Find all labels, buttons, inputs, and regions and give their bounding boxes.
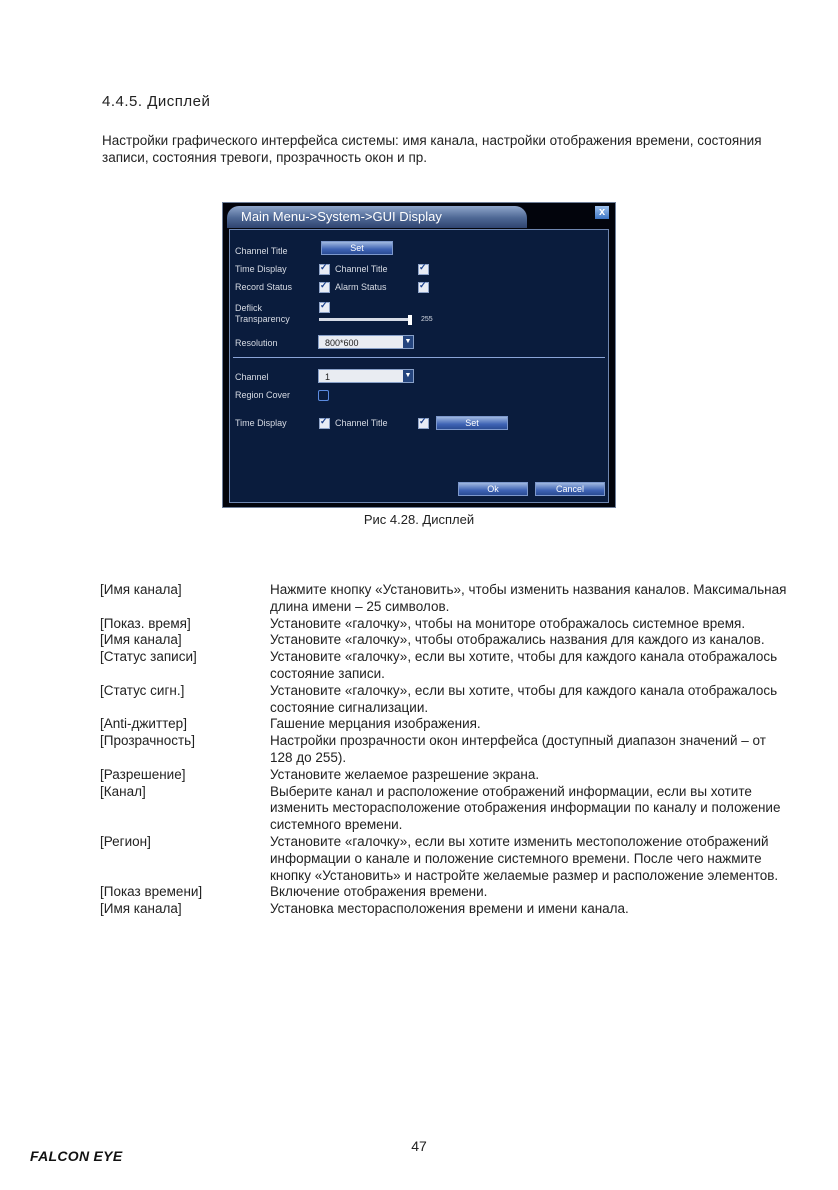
definition-term: [Имя канала] [100,582,182,597]
channel-select[interactable] [318,369,414,383]
channel-title-check-label: Channel Title [335,264,388,274]
record-status-label: Record Status [235,282,293,292]
definition-row [100,834,790,884]
transparency-slider-handle[interactable] [408,315,412,325]
definition-desc: Настройки прозрачности окон интерфейса (доступный диапазон значений – от 128 до 255). [270,733,766,765]
time-display-2-checkbox[interactable] [319,418,330,429]
resolution-value: 800*600 [325,338,359,348]
resolution-label: Resolution [235,338,278,348]
region-cover-label: Region Cover [235,390,291,400]
definition-term: [Имя канала] [100,901,182,917]
definition-desc: Установите «галочку», чтобы отображались названия для каждого из каналов. [270,632,765,648]
dialog-panel [229,229,609,503]
transparency-value: 255 [421,316,433,323]
definition-row [100,767,790,784]
channel-title-set-button[interactable]: Set [321,241,393,255]
definition-desc: Выберите канал и расположение отображений информации, если вы хотите изменить месторасположение отображения информации по каналу и положение системного времени. [270,783,781,833]
definition-desc: Установите желаемое разрешение экрана. [270,766,540,782]
time-display-checkbox[interactable] [319,264,330,275]
definition-desc: Гашение мерцания изображения. [270,716,481,732]
intro-paragraph: Настройки графического интерфейса системы: имя канала, настройки отображения времени, состояния записи, состояния тревоги, прозрачность окон и пр. [102,133,762,165]
definition-row [100,784,790,834]
alarm-status-checkbox[interactable] [418,282,429,293]
definition-term: [Статус записи] [100,649,197,665]
section-heading: 4.4.5. Дисплей [102,93,211,110]
channel-label: Channel [235,372,269,382]
deflick-checkbox[interactable] [319,302,330,313]
definition-row [100,716,790,733]
channel-title-2-label: Channel Title [335,418,388,428]
definition-term: [Разрешение] [100,766,186,782]
channel-title-checkbox[interactable] [418,264,429,275]
definitions-list [100,582,790,918]
brand-logo: FALCON EYE [30,1148,123,1164]
alarm-status-label: Alarm Status [335,282,387,292]
definition-desc: Установите «галочку», если вы хотите, чтобы для каждого канала отображалось состояние записи. [270,649,778,681]
definition-term: [Канал] [100,783,146,799]
definition-row [100,616,790,633]
channel-title-label: Channel Title [235,246,288,256]
gui-display-dialog [222,202,616,508]
definition-desc: Включение отображения времени. [270,884,488,900]
definition-row [100,901,790,918]
channel-value: 1 [325,372,331,382]
definition-term: [Показ. время] [100,615,191,631]
definition-term: [Статус сигн.] [100,682,185,698]
dialog-title: Main Menu->System->GUI Display [227,206,527,228]
definition-term: [Прозрачность] [100,733,195,749]
ok-button[interactable]: Ok [458,482,528,496]
definition-desc: Установите «галочку», если вы хотите, чтобы для каждого канала отображалось состояние сигнализации. [270,682,778,715]
definition-term: [Показ времени] [100,884,203,900]
definition-row [100,649,790,683]
chevron-down-icon: ▼ [403,370,413,382]
definition-row [100,582,790,616]
definition-desc: Установите «галочку», чтобы на мониторе отображалось системное время. [270,615,746,631]
definition-row [100,884,790,901]
channel-title-2-checkbox[interactable] [418,418,429,429]
divider [233,357,605,358]
definition-desc: Установите «галочку», если вы хотите изменить местоположение отображений информации о канале и положение системного времени. После чего нажмите кнопку «Установить» и настройте желаемые размер и расположение элементов. [270,833,779,883]
transparency-slider[interactable] [319,318,411,321]
time-display-label: Time Display [235,264,287,274]
chevron-down-icon: ▼ [403,336,413,348]
resolution-select[interactable] [318,335,414,349]
definition-row [100,683,790,717]
time-display-2-label: Time Display [235,418,287,428]
region-cover-checkbox[interactable] [318,390,329,401]
record-status-checkbox[interactable] [319,282,330,293]
definition-term: [Имя канала] [100,632,182,648]
transparency-label: Transparency [235,314,290,324]
definition-term: [Anti-джиттер] [100,716,187,732]
cancel-button[interactable]: Cancel [535,482,605,496]
page-number: 47 [411,1138,427,1154]
figure-caption: Рис 4.28. Дисплей [363,512,475,527]
definition-row [100,632,790,649]
definition-desc: Установка месторасположения времени и имени канала. [270,901,629,917]
definition-term: [Регион] [100,833,151,849]
definition-row [100,733,790,767]
close-icon[interactable]: x [595,206,609,219]
overlay-set-button[interactable]: Set [436,416,508,430]
definition-desc: Нажмите кнопку «Установить», чтобы изменить названия каналов. Максимальная длина имени – 25 символов. [270,582,787,614]
deflick-label: Deflick [235,303,263,313]
